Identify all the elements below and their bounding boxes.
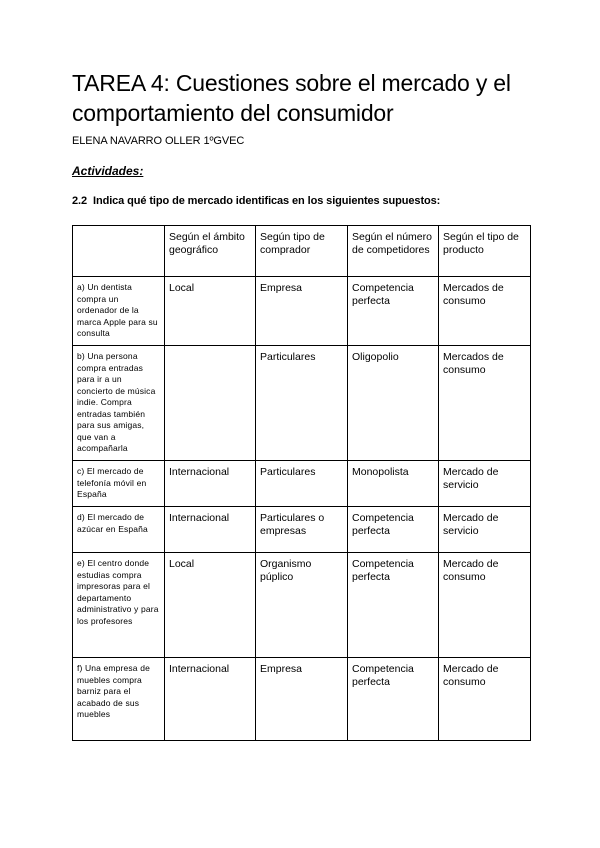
comprador-cell: Particulares o empresas [256, 507, 348, 553]
header-cell-empty [73, 226, 165, 277]
competidores-cell: Competencia perfecta [348, 507, 439, 553]
table-row [73, 277, 531, 346]
table-row [73, 461, 531, 507]
ambito-cell: Local [165, 277, 256, 346]
competidores-cell: Oligopolio [348, 346, 439, 461]
competidores-cell: Competencia perfecta [348, 277, 439, 346]
table-header-row [73, 226, 531, 277]
producto-cell: Mercados de consumo [439, 346, 531, 461]
case-cell: d) El mercado de azúcar en España [73, 507, 165, 553]
comprador-cell: Particulares [256, 461, 348, 507]
competidores-cell: Competencia perfecta [348, 658, 439, 741]
competidores-cell: Monopolista [348, 461, 439, 507]
question-line [72, 195, 440, 207]
producto-cell: Mercado de servicio [439, 461, 531, 507]
ambito-cell: Internacional [165, 507, 256, 553]
section-heading: Actividades: [72, 164, 144, 178]
producto-cell: Mercado de servicio [439, 507, 531, 553]
producto-cell: Mercado de consumo [439, 553, 531, 658]
header-producto: Según el tipo de producto [439, 226, 531, 277]
case-cell: a) Un dentista compra un ordenador de la marca Apple para su consulta [73, 277, 165, 346]
case-cell: f) Una empresa de muebles compra barniz para el acabado de sus muebles [73, 658, 165, 741]
comprador-cell: Empresa [256, 277, 348, 346]
ambito-cell [165, 346, 256, 461]
header-competidores: Según el número de competidores [348, 226, 439, 277]
ambito-cell: Internacional [165, 658, 256, 741]
comprador-cell: Organismo púplico [256, 553, 348, 658]
question-number: 2.2 [72, 195, 87, 207]
table-row [73, 553, 531, 658]
author-line: ELENA NAVARRO OLLER 1ºGVEC [72, 135, 245, 147]
header-comprador: Según tipo de comprador [256, 226, 348, 277]
competidores-cell: Competencia perfecta [348, 553, 439, 658]
table-row [73, 507, 531, 553]
table-row [73, 658, 531, 741]
case-cell: b) Una persona compra entradas para ir a un concierto de música indie. Compra entradas también para sus amigas, que van a acompañarla [73, 346, 165, 461]
comprador-cell: Particulares [256, 346, 348, 461]
question-text: Indica qué tipo de mercado identificas en los siguientes supuestos: [93, 195, 441, 207]
case-cell: e) El centro donde estudias compra impresoras para el departamento administrativo y para los profesores [73, 553, 165, 658]
ambito-cell: Internacional [165, 461, 256, 507]
case-cell: c) El mercado de telefonía móvil en España [73, 461, 165, 507]
table-row [73, 346, 531, 461]
comprador-cell: Empresa [256, 658, 348, 741]
market-types-table [72, 225, 531, 741]
header-ambito: Según el ámbito geográfico [165, 226, 256, 277]
producto-cell: Mercado de consumo [439, 658, 531, 741]
document-title: TAREA 4: Cuestiones sobre el mercado y el comportamiento del consumidor [72, 70, 511, 126]
producto-cell: Mercados de consumo [439, 277, 531, 346]
ambito-cell: Local [165, 553, 256, 658]
